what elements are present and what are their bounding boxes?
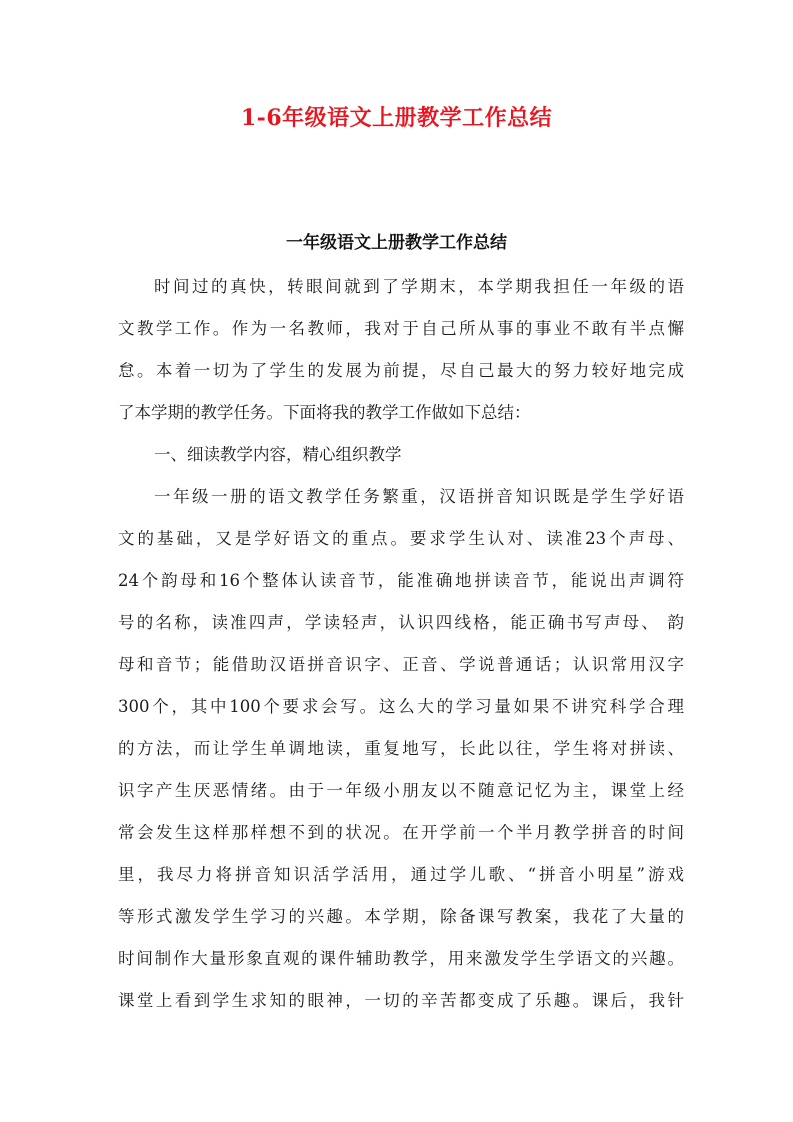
document-title: 1-6年级语文上册教学工作总结 (240, 105, 553, 131)
text-line: 一年级一册的语文教学任务繁重，汉语拼音知识既是学生学好语 (154, 487, 684, 506)
text-line: 24个韵母和16个整体认读音节，能准确地拼读音节，能说出声调符 (118, 571, 684, 590)
text-line: 时间过的真快，转眼间就到了学期末，本学期我担任一年级的语 (154, 277, 684, 296)
text-line: 里，我尽力将拼音知识活学活用，通过学儿歌、“拼音小明星”游戏 (118, 865, 684, 884)
text-line: 300个，其中100个要求会写。这么大的学习量如果不讲究科学合理 (118, 697, 684, 716)
text-line: 母和音节；能借助汉语拼音识字、正音、学说普通话；认识常用汉字 (118, 655, 684, 674)
subheading: 一、细读教学内容，精心组织教学 (154, 445, 402, 464)
section-title: 一年级语文上册教学工作总结 (286, 233, 507, 253)
body-text (118, 266, 684, 1022)
text-line: 常会发生这样那样想不到的状况。在开学前一个半月教学拼音的时间 (118, 823, 684, 842)
text-line: 时间制作大量形象直观的课件辅助教学，用来激发学生学语文的兴趣。 (118, 949, 684, 968)
text-line: 号的名称，读准四声，学读轻声，认识四线格，能正确书写声母、 韵 (118, 613, 684, 632)
text-line: 文教学工作。作为一名教师，我对于自己所从事的事业不敢有半点懈 (118, 319, 684, 338)
text-line: 怠。本着一切为了学生的发展为前提，尽自己最大的努力较好地完成 (118, 361, 684, 380)
text-line: 识字产生厌恶情绪。由于一年级小朋友以不随意记忆为主，课堂上经 (118, 781, 684, 800)
text-line: 了本学期的教学任务。下面将我的教学工作做如下总结： (118, 403, 531, 422)
text-line: 文的基础，又是学好语文的重点。要求学生认对、读准23个声母、 (118, 529, 684, 548)
text-line: 的方法，而让学生单调地读，重复地写，长此以往，学生将对拼读、 (118, 739, 684, 758)
text-line: 等形式激发学生学习的兴趣。本学期，除备课写教案，我花了大量的 (118, 907, 684, 926)
text-line: 课堂上看到学生求知的眼神，一切的辛苦都变成了乐趣。课后，我针 (118, 991, 684, 1010)
